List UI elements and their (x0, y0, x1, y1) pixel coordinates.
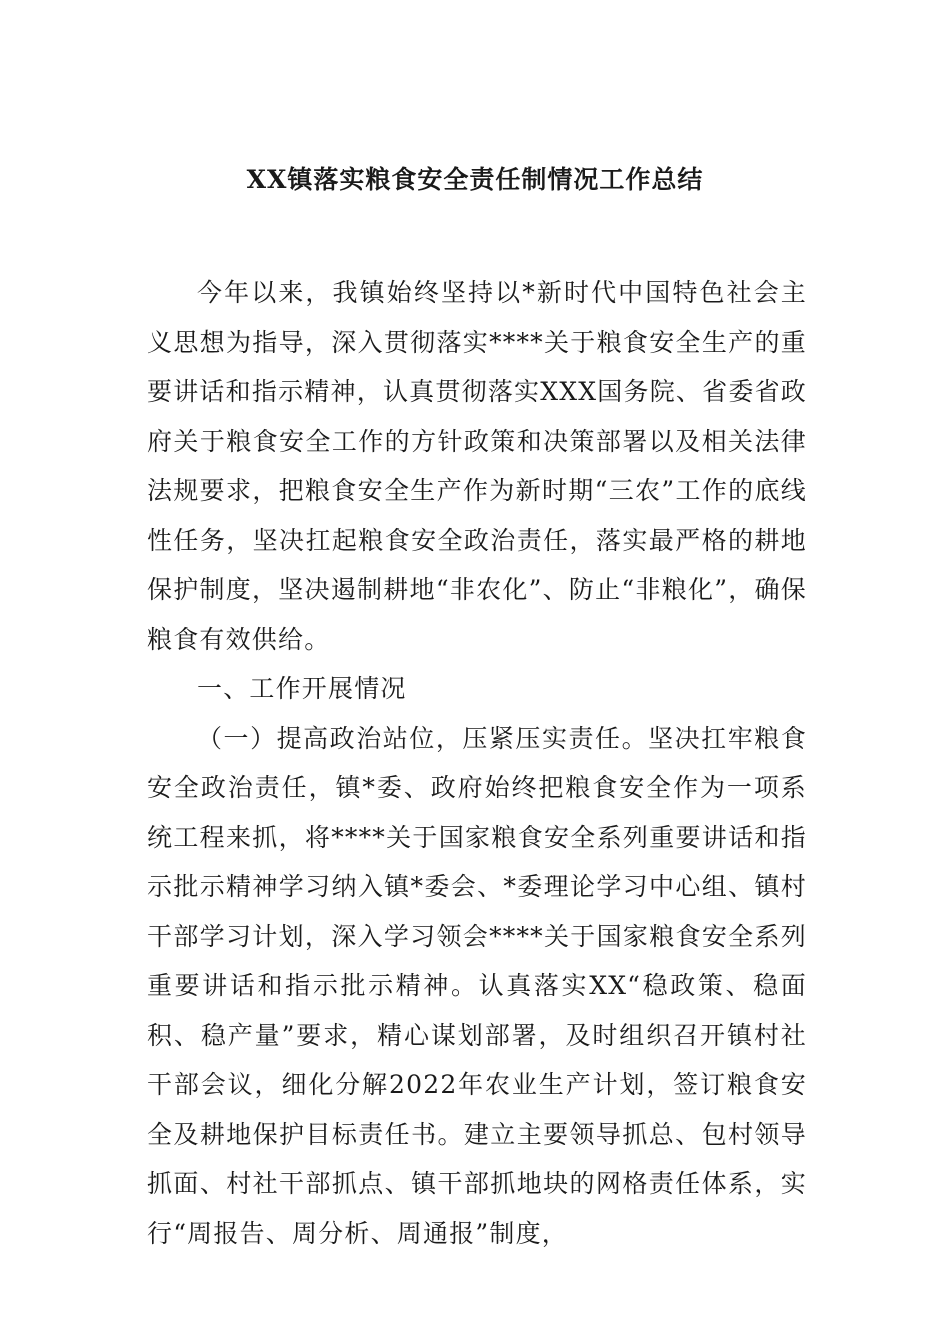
document-body (147, 268, 807, 1258)
section-paragraph: （一）提高政治站位，压紧压实责任。坚决扛牢粮食安全政治责任，镇*委、政府始终把粮食安全作为一项系统工程来抓，将****关于国家粮食安全系列重要讲话和指示批示精神学习纳入镇*委会、*委理论学习中心组、镇村干部学习计划，深入学习领会****关于国家粮食安全系列重要讲话和指示批示精神。认真落实XX“稳政策、稳面积、稳产量”要求，精心谋划部署，及时组织召开镇村社干部会议，细化分解2022年农业生产计划，签订粮食安全及耕地保护目标责任书。建立主要领导抓总、包村领导抓面、村社干部抓点、镇干部抓地块的网格责任体系，实行“周报告、周分析、周通报”制度， (147, 723, 807, 1248)
section-heading: 一、工作开展情况 (197, 674, 407, 703)
document-title: XX镇落实粮食安全责任制情况工作总结 (246, 165, 704, 194)
intro-paragraph: 今年以来，我镇始终坚持以*新时代中国特色社会主义思想为指导，深入贯彻落实****关于粮食安全生产的重要讲话和指示精神，认真贯彻落实XXX国务院、省委省政府关于粮食安全工作的方针政策和决策部署以及相关法律法规要求，把粮食安全生产作为新时期“三农”工作的底线性任务，坚决扛起粮食安全政治责任，落实最严格的耕地保护制度，坚决遏制耕地“非农化”、防止“非粮化”，确保粮食有效供给。 (147, 278, 807, 654)
